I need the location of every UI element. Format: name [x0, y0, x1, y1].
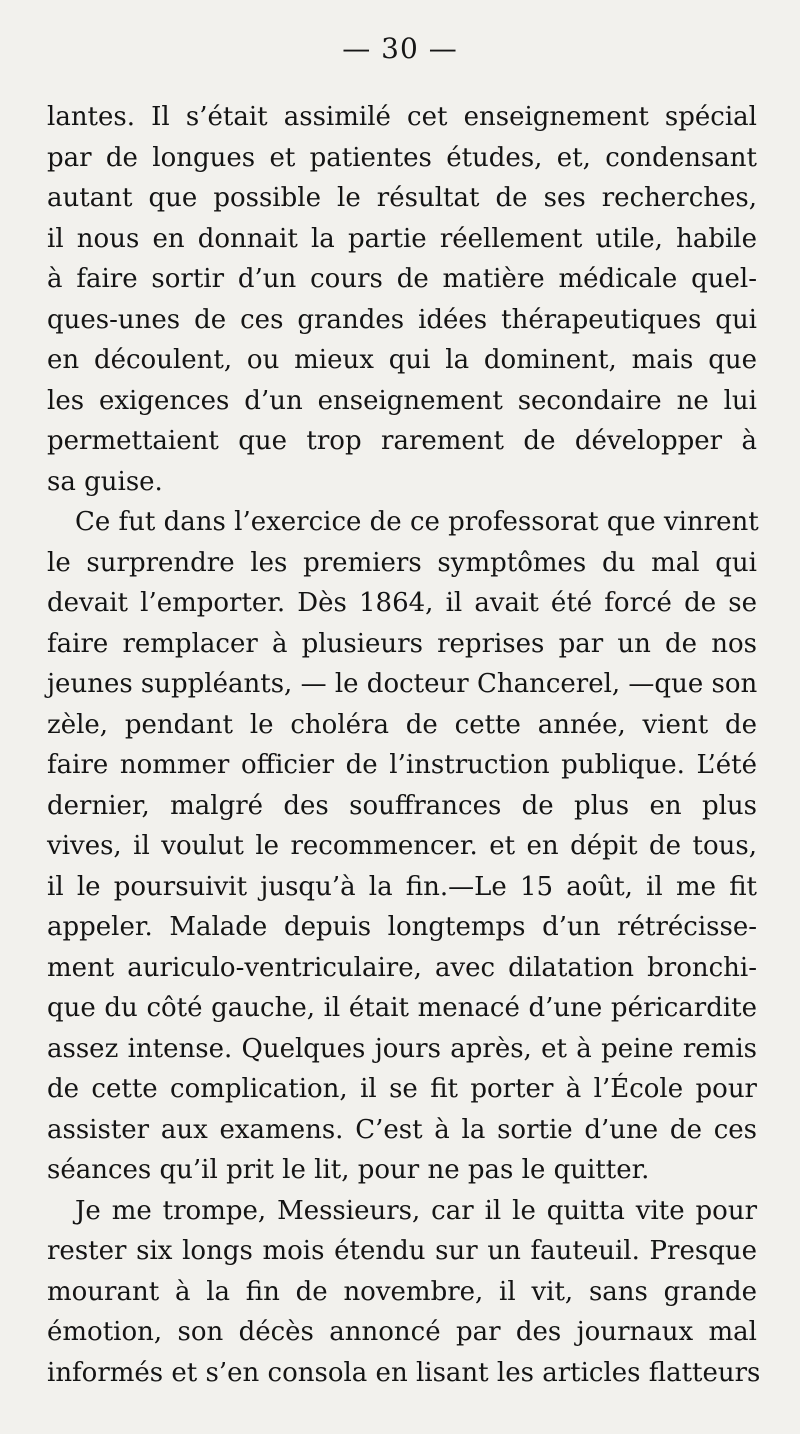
text-line: ques-unes de ces grandes idées thérapeutiques qui — [47, 304, 757, 335]
text-line: appeler. Malade depuis longtemps d’un rétrécisse- — [47, 912, 757, 942]
text-line: permettaient que trop rarement de développer à — [47, 426, 757, 456]
text-line: par de longues et patientes études, et, condensant — [47, 142, 757, 173]
text-line: zèle, pendant le choléra de cette année, vient de — [47, 709, 757, 740]
text-line: à faire sortir d’un cours de matière médicale quel- — [47, 264, 757, 294]
text-line: jeunes suppléants, — le docteur Chancerel, —que son — [47, 669, 758, 699]
text-line: rester six longs mois étendu sur un fauteuil. Presque — [47, 1236, 757, 1266]
text-line: en découlent, ou mieux qui la dominent, mais que — [47, 345, 757, 375]
text-line: sa guise. — [47, 466, 163, 497]
text-line: assister aux examens. C’est à la sortie d’une de ces — [47, 1114, 757, 1145]
text-line: faire remplacer à plusieurs reprises par un de nos — [47, 628, 757, 659]
text-line: informés et s’en consola en lisant les articles flatteurs — [47, 1357, 761, 1388]
text-line: de cette complication, il se fit porter à l’École pour — [47, 1074, 757, 1104]
text-line: lantes. Il s’était assimilé cet enseignement spécial — [47, 102, 757, 132]
text-line: émotion, son décès annoncé par des journaux mal — [47, 1317, 757, 1347]
text-line: devait l’emporter. Dès 1864, il avait été forcé de se — [47, 588, 757, 618]
text-line: les exigences d’un enseignement secondaire ne lui — [47, 385, 757, 416]
text-line: assez intense. Quelques jours après, et à peine remis — [47, 1033, 757, 1064]
text-line: vives, il voulut le recommencer. et en dépit de tous, — [47, 831, 757, 861]
text-line: autant que possible le résultat de ses recherches, — [47, 183, 757, 213]
page-number: — 30 — — [342, 32, 458, 65]
text-line: que du côté gauche, il était menacé d’une péricardite — [47, 993, 757, 1023]
text-line: mourant à la fin de novembre, il vit, sans grande — [47, 1276, 757, 1307]
text-line: il le poursuivit jusqu’à la fin.—Le 15 août, il me fit — [47, 871, 757, 902]
text-line: dernier, malgré des souffrances de plus en plus — [47, 790, 757, 821]
text-line: Ce fut dans l’exercice de ce professorat que vinrent — [75, 507, 759, 537]
body-text — [47, 97, 761, 1393]
text-line: Je me trompe, Messieurs, car il le quitta vite pour — [75, 1195, 757, 1226]
text-line: le surprendre les premiers symptômes du mal qui — [47, 547, 757, 578]
text-line: séances qu’il prit le lit, pour ne pas le quitter. — [47, 1155, 650, 1185]
text-line: il nous en donnait la partie réellement utile, habile — [47, 223, 757, 254]
text-line: faire nommer officier de l’instruction publique. L’été — [47, 750, 757, 780]
text-line: ment auriculo-ventriculaire, avec dilatation bronchi- — [47, 952, 757, 983]
